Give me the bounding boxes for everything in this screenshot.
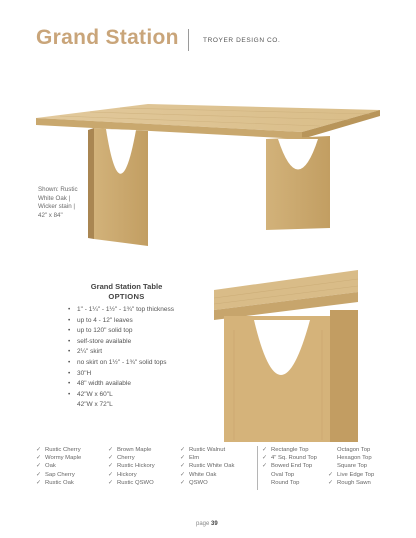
check-icon: ✓ (108, 479, 113, 486)
list-item: Octagon Top (337, 447, 371, 453)
check-icon: ✓ (328, 471, 333, 478)
list-item: ✓ Elm (180, 455, 200, 462)
check-icon: ✓ (262, 455, 267, 462)
list-item: ✓ Rustic Oak (36, 479, 74, 486)
list-item: ✓ Rectangle Top (262, 447, 309, 453)
list-item: ✓ Bowed End Top (262, 463, 313, 470)
options-subtitle: OPTIONS (108, 292, 145, 301)
check-icon: ✓ (262, 463, 267, 470)
detail-closeup-photo (214, 270, 358, 442)
check-icon: ✓ (108, 463, 113, 470)
list-item: • up to 4 - 12" leaves (68, 316, 133, 324)
list-item: • 2¼" skirt (68, 348, 103, 356)
list-item: ✓ Cherry (108, 455, 135, 462)
list-item: • up to 120" solid top (68, 327, 133, 335)
list-item: ✓ Rustic Cherry (36, 447, 81, 453)
list-item: ✓ 4" Sq. Round Top (262, 455, 317, 462)
list-item: ✓ QSWO (180, 479, 208, 486)
check-icon: ✓ (36, 463, 41, 470)
check-icon: ✓ (36, 455, 41, 462)
check-icon: ✓ (180, 471, 185, 478)
list-item: Round Top (271, 479, 300, 486)
check-icon: ✓ (180, 455, 185, 462)
check-icon: ✓ (180, 479, 185, 486)
options-title: Grand Station Table (90, 282, 163, 291)
page-number: page 39 (196, 521, 218, 527)
wood-species-col-2 (108, 446, 155, 487)
check-icon: ✓ (262, 447, 267, 453)
check-icon: ✓ (180, 447, 185, 453)
list-item: ✓ Brown Maple (108, 447, 152, 453)
list-item: • no skirt on 1½" - 1¾" solid tops (68, 358, 167, 366)
wood-species-col-3 (180, 446, 235, 487)
list-item: • 42"W x 60"L (68, 390, 113, 398)
list-item: ✓ Rustic White Oak (180, 463, 235, 470)
list-item: • self-store available (68, 337, 132, 345)
list-item: ✓ Oak (36, 463, 56, 470)
check-icon: ✓ (36, 447, 41, 453)
list-item: ✓ Rustic Hickory (108, 463, 155, 470)
check-icon: ✓ (108, 447, 113, 453)
list-item: ✓ Hickory (108, 471, 137, 478)
list-item-continuation: 42"W x 72"L (77, 401, 113, 409)
list-item: Hexagon Top (337, 455, 372, 462)
list-item: ✓ Rough Sawn (328, 479, 371, 486)
list-item: ✓ Rustic Walnut (180, 447, 226, 453)
list-item: • 48" width available (68, 380, 131, 388)
check-icon: ✓ (36, 471, 41, 478)
check-icon: ✓ (180, 463, 185, 470)
options-list (68, 305, 218, 411)
page-title: Grand Station (36, 26, 179, 49)
list-item: ✓ Wormy Maple (36, 455, 82, 462)
list-item: • 1" - 1¼" - 1½" - 1¾" top thickness (68, 306, 175, 313)
footer-divider (257, 446, 258, 490)
top-shapes-col-2 (328, 446, 374, 487)
hero-table-photo (30, 88, 382, 258)
brand-name: TROYER DESIGN CO. (203, 37, 281, 44)
list-item: ✓ Sap Cherry (36, 471, 75, 478)
check-icon: ✓ (108, 455, 113, 462)
check-icon: ✓ (36, 479, 41, 486)
list-item: ✓ Rustic QSWO (108, 479, 154, 486)
list-item: Oval Top (271, 471, 295, 478)
list-item: Square Top (337, 463, 368, 470)
list-item: ✓ White Oak (180, 471, 217, 478)
title-divider (188, 29, 189, 51)
check-icon: ✓ (328, 479, 333, 486)
check-icon: ✓ (108, 471, 113, 478)
list-item: ✓ Live Edge Top (328, 471, 375, 478)
top-shapes-col-1 (262, 446, 317, 487)
wood-species-col-1 (36, 446, 81, 487)
hero-caption: Shown: Rustic White Oak | Wicker stain | 42" x 84" (38, 186, 78, 219)
list-item: • 30"H (68, 369, 92, 377)
